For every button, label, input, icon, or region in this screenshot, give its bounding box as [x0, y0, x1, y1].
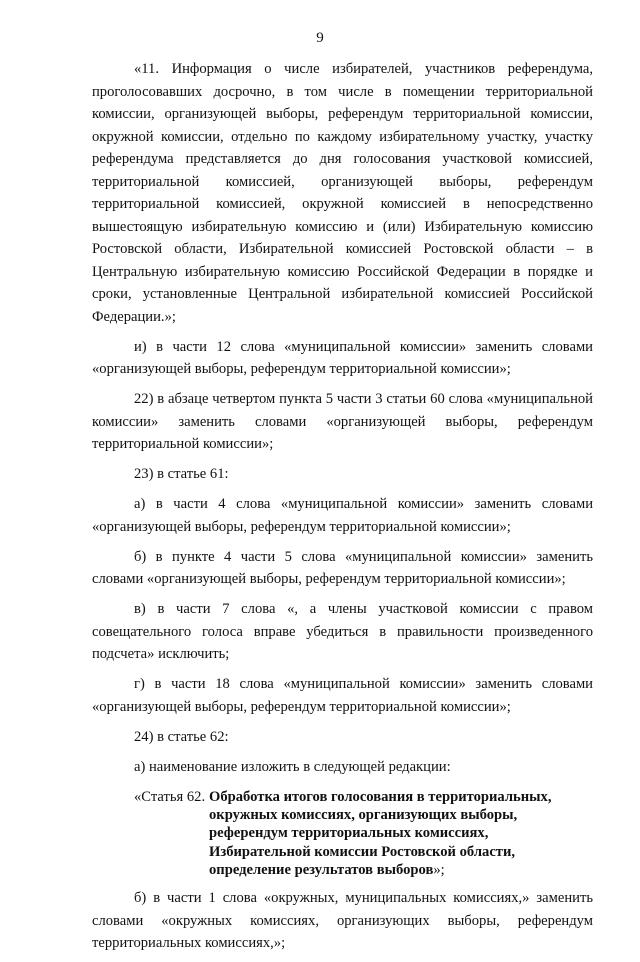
- document-body: [92, 58, 593, 962]
- page-number: 9: [316, 30, 324, 46]
- paragraph: а) в части 4 слова «муниципальной комиссии» заменить словами «организующей выборы, референдум территориальной комиссии»;: [92, 496, 593, 535]
- paragraph: и) в части 12 слова «муниципальной комиссии» заменить словами «организующей выборы, референдум территориальной комиссии»;: [92, 338, 593, 377]
- article-title: [209, 786, 593, 880]
- article-title-line-last: [209, 861, 593, 879]
- article-heading: [92, 786, 593, 880]
- paragraph: а) наименование изложить в следующей редакции:: [134, 758, 451, 775]
- paragraph: 23) в статье 61:: [134, 466, 229, 482]
- article-title-line: референдум территориальных комиссиях,: [209, 825, 489, 842]
- paragraph: в) в части 7 слова «, а члены участковой комиссии с правом совещательного голоса вправе убедиться в правильности произведенного подсчета» исключить;: [92, 601, 593, 662]
- paragraph: 22) в абзаце четвертом пункта 5 части 3 статьи 60 слова «муниципальной комиссии» заменить словами «организующей выборы, референдум территориальной комиссии»;: [92, 391, 593, 452]
- paragraph: «11. Информация о числе избирателей, участников референдума, проголосовавших досрочно, в том числе в помещении территориальной комиссии, организующей выборы, референдум территориальной комиссии, окружной комиссии, отдельно по каждому избирательному участку, участку референдума представляется до дня голосования участковой комиссией, территориальной комиссией, организующей выборы, референдум территориальной комиссией, окружной комиссией в непосредственно вышестоящую избирательную комиссию и (или) Избирательную комиссию Ростовской области, Избирательной комиссией Ростовской области – в Центральную избирательную комиссию Российской Федерации в порядке и сроки, установленные Центральной избирательной комиссией Российской Федерации.»;: [92, 61, 593, 325]
- paragraph: г) в части 18 слова «муниципальной комиссии» заменить словами «организующей выборы, референдум территориальной комиссии»;: [92, 676, 593, 715]
- paragraph: б) в части 1 слова «окружных, муниципальных комиссиях,» заменить словами «окружных комиссиях, организующих выборы, референдум территориальных комиссиях,»;: [92, 890, 593, 952]
- article-title-line: Избирательной комиссии Ростовской области,: [209, 843, 516, 860]
- article-tail: »;: [433, 862, 445, 879]
- article-title-line: окружных комиссиях, организующих выборы,: [209, 806, 518, 823]
- paragraph: б) в пункте 4 части 5 слова «муниципальной комиссии» заменить словами «организующей выборы, референдум территориальной комиссии»;: [92, 548, 593, 587]
- article-title-line: Обработка итогов голосования в территориальных,: [209, 788, 552, 805]
- article-lead: «Статья 62.: [134, 788, 206, 805]
- article-title-line: определение результатов выборов: [209, 862, 434, 879]
- paragraph: 24) в статье 62:: [134, 728, 229, 745]
